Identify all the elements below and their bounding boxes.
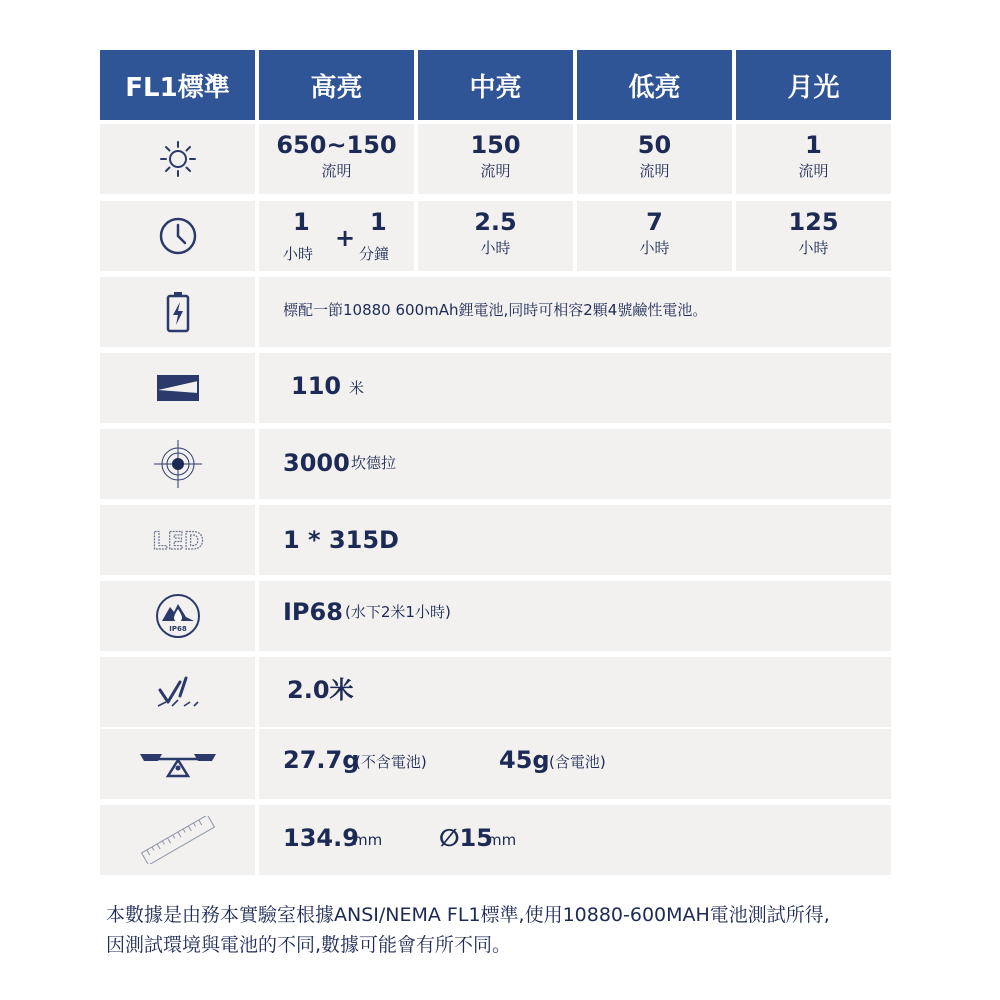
- runtime-moon-unit: 小時: [798, 239, 829, 257]
- waterproof-value: IP68: [283, 598, 343, 626]
- brightness-moon-value: 1: [805, 131, 822, 159]
- brightness-high-value: 650~150: [276, 131, 397, 159]
- svg-text:IP68: IP68: [168, 625, 187, 633]
- weight-icon-cell: [100, 729, 255, 799]
- dimensions-cell: [259, 805, 891, 875]
- weight-cell: [259, 729, 891, 799]
- weight-without-battery-note: (不含電池): [355, 753, 427, 771]
- brightness-low-unit: 流明: [639, 162, 670, 180]
- brightness-medium-cell: [418, 124, 573, 194]
- runtime-medium-cell: [418, 201, 573, 271]
- runtime-icon-cell: [100, 201, 255, 271]
- led-value: 1 * 315D: [283, 526, 399, 554]
- beam-distance-unit: 米: [349, 379, 365, 397]
- led-icon: [148, 525, 208, 555]
- intensity-cell: [259, 429, 891, 499]
- runtime-low-value: 7: [646, 208, 663, 236]
- led-icon-cell: [100, 505, 255, 575]
- brightness-low-cell: [577, 124, 732, 194]
- runtime-high-a-value: 1: [293, 208, 310, 236]
- battery-icon-cell: [100, 277, 255, 347]
- runtime-medium-unit: 小時: [480, 239, 511, 257]
- battery-description: 標配一節10880 600mAh鋰電池,同時可相容2顆4號鹼性電池。: [283, 301, 708, 319]
- length-value: 134.9: [283, 824, 359, 852]
- runtime-low-cell: [577, 201, 732, 271]
- scale-icon: [140, 749, 216, 779]
- intensity-icon-cell: [100, 429, 255, 499]
- waterproof-note: (水下2米1小時): [345, 603, 451, 621]
- runtime-high-cell: [259, 201, 414, 271]
- runtime-high-b-unit: 分鐘: [359, 245, 390, 263]
- dimensions-icon-cell: [100, 805, 255, 875]
- sun-icon: [158, 139, 198, 179]
- runtime-high-a-unit: 小時: [283, 245, 314, 263]
- intensity-value: 3000: [283, 449, 350, 477]
- diameter-value: ∅15: [439, 824, 493, 852]
- brightness-low-value: 50: [637, 131, 672, 159]
- brightness-moon-unit: 流明: [798, 162, 829, 180]
- beam-distance-value: 110: [291, 372, 342, 400]
- weight-with-battery-note: (含電池): [549, 753, 606, 771]
- clock-icon: [158, 216, 198, 256]
- impact-icon-cell: [100, 657, 255, 727]
- weight-without-battery-value: 27.7g: [283, 746, 360, 774]
- svg-text:LED: LED: [151, 527, 204, 555]
- header-mode-low: 低亮: [577, 50, 732, 120]
- length-unit: mm: [353, 831, 383, 849]
- footnote-line-2: 因測試環境與電池的不同,數據可能會有所不同。: [106, 934, 512, 956]
- brightness-moon-cell: [736, 124, 891, 194]
- runtime-high-b-value: 1: [370, 208, 387, 236]
- header-standard: FL1標準: [100, 50, 255, 120]
- impact-cell: [259, 657, 891, 727]
- battery-info-cell: [259, 277, 891, 347]
- runtime-plus-sign: +: [335, 224, 356, 252]
- battery-icon: [166, 291, 190, 333]
- led-cell: [259, 505, 891, 575]
- header-mode-medium: 中亮: [418, 50, 573, 120]
- brightness-high-cell: [259, 124, 414, 194]
- brightness-icon-cell: [100, 124, 255, 194]
- runtime-moon-value: 125: [788, 208, 839, 236]
- brightness-medium-value: 150: [470, 131, 521, 159]
- weight-with-battery-value: 45g: [499, 746, 550, 774]
- intensity-unit: 坎德拉: [351, 454, 397, 472]
- beam-distance-cell: [259, 353, 891, 423]
- diameter-unit: mm: [487, 831, 517, 849]
- brightness-medium-unit: 流明: [480, 162, 511, 180]
- beam-distance-icon-cell: [100, 353, 255, 423]
- ruler-icon: [138, 816, 218, 864]
- ip68-icon-cell: [100, 581, 255, 651]
- beam-distance-icon: [157, 375, 199, 401]
- impact-resistance-icon: [156, 676, 200, 708]
- runtime-low-unit: 小時: [639, 239, 670, 257]
- brightness-high-unit: 流明: [321, 162, 352, 180]
- header-mode-moon: 月光: [736, 50, 891, 120]
- header-mode-high: 高亮: [259, 50, 414, 120]
- footnote-line-1: 本數據是由務本實驗室根據ANSI/NEMA FL1標準,使用10880-600MAH電池測試所得,: [106, 904, 830, 926]
- runtime-moon-cell: [736, 201, 891, 271]
- runtime-medium-value: 2.5: [474, 208, 517, 236]
- waterproof-cell: [259, 581, 891, 651]
- impact-value: 2.0米: [287, 676, 354, 704]
- target-icon: [153, 439, 203, 489]
- ip68-icon: [155, 593, 201, 639]
